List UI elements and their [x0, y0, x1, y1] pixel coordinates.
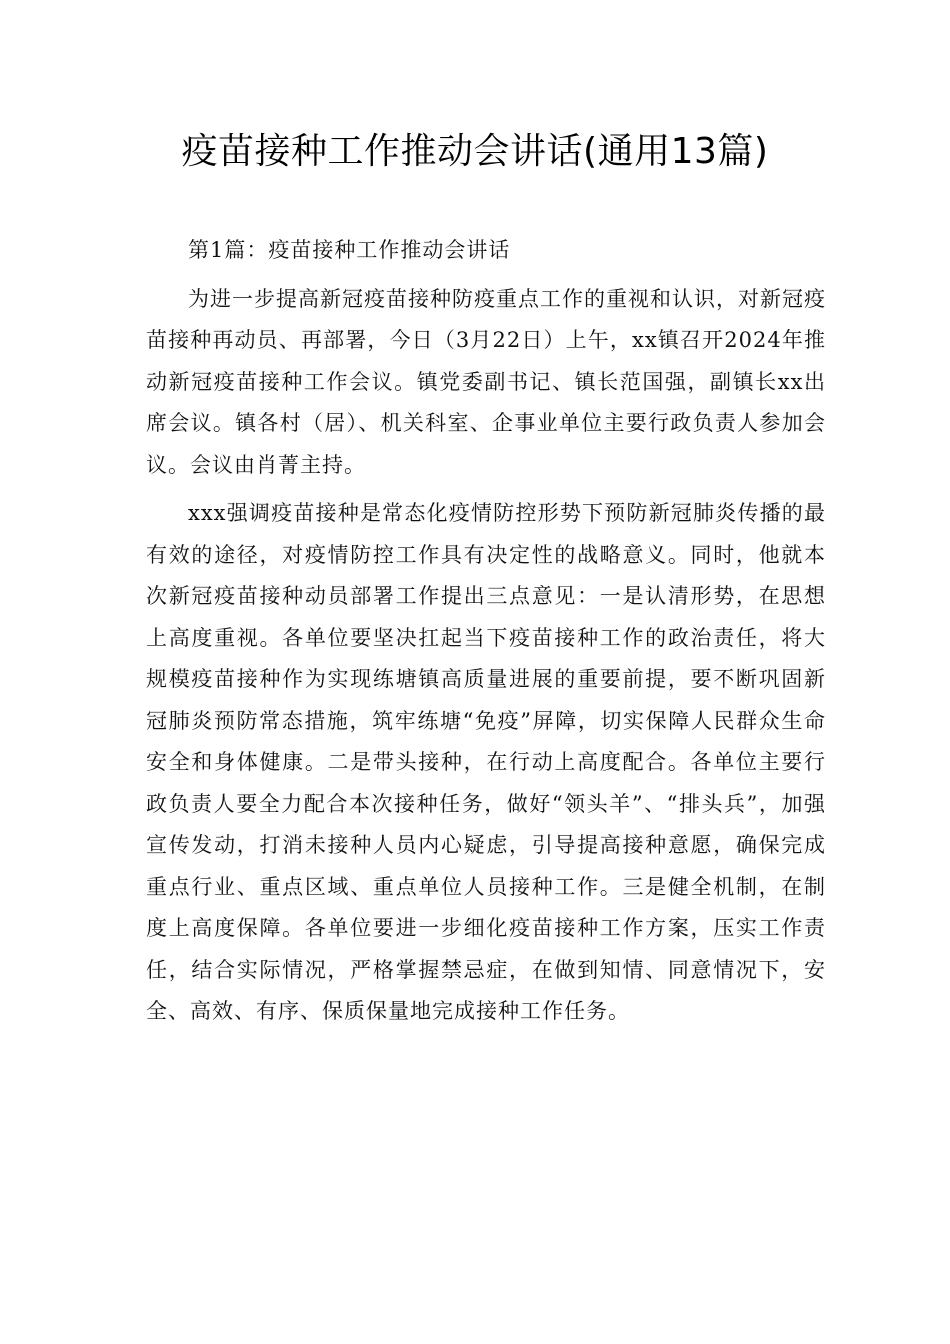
- document-title: 疫苗接种工作推动会讲话(通用13篇): [181, 131, 769, 172]
- document-body: [146, 230, 826, 1040]
- paragraph-2: xxx强调疫苗接种是常态化疫情防控形势下预防新冠肺炎传播的最有效的途径，对疫情防控工作具有决定性的战略意义。同时，他就本次新冠疫苗接种动员部署工作提出三点意见：一是认清形势，在思想上高度重视。各单位要坚决扛起当下疫苗接种工作的政治责任，将大规模疫苗接种作为实现练塘镇高质量进展的重要前提，要不断巩固新冠肺炎预防常态措施，筑牢练塘“免疫”屏障，切实保障人民群众生命安全和身体健康。二是带头接种，在行动上高度配合。各单位主要行政负责人要全力配合本次接种任务，做好“领头羊”、“排头兵”，加强宣传发动，打消未接种人员内心疑虑，引导提高接种意愿，确保完成重点行业、重点区域、重点单位人员接种工作。三是健全机制，在制度上高度保障。各单位要进一步细化疫苗接种工作方案，压实工作责任，结合实际情况，严格掌握禁忌症，在做到知情、同意情况下，安全、高效、有序、保质保量地完成接种工作任务。: [146, 501, 826, 1023]
- paragraph-1: 为进一步提高新冠疫苗接种防疫重点工作的重视和认识，对新冠疫苗接种再动员、再部署，今日（3月22日）上午，xx镇召开2024年推动新冠疫苗接种工作会议。镇党委副书记、镇长范国强，副镇长xx出席会议。镇各村（居）、机关科室、企事业单位主要行政负责人参加会议。会议由肖菁主持。: [146, 286, 826, 477]
- section-heading: 第1篇：疫苗接种工作推动会讲话: [188, 238, 511, 262]
